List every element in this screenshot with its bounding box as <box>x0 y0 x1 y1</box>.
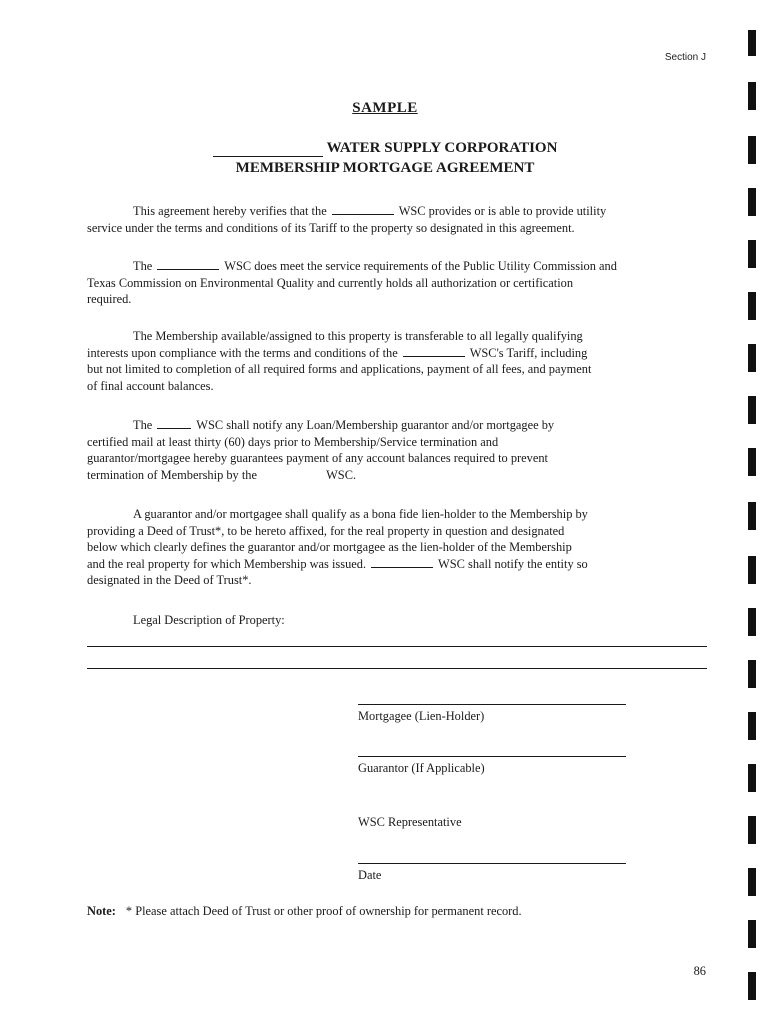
paragraph-5-line-1: A guarantor and/or mortgagee shall qualify as a bona fide lien-holder to the Membership by <box>133 507 588 521</box>
paragraph-1-line-1: This agreement hereby verifies that the WSC provides or is able to provide utility <box>133 204 607 218</box>
note <box>87 904 522 919</box>
legal-description-label: Legal Description of Property: <box>133 613 285 627</box>
paragraph-3-line-3: but not limited to completion of all required forms and applications, payment of all fees, and payment <box>87 362 592 376</box>
corporation-name-blank[interactable] <box>213 142 323 157</box>
paragraph-5-line-2: providing a Deed of Trust*, to be hereto affixed, for the real property in question and designated <box>87 523 565 538</box>
scan-edge-mark <box>748 188 756 216</box>
scan-edge-mark <box>748 608 756 636</box>
wsc-representative-label: WSC Representative <box>358 815 462 829</box>
note-label: Note: <box>87 904 116 918</box>
paragraph-2-line-2: Texas Commission on Environmental Quality and currently holds all authorization or certification <box>87 275 574 290</box>
paragraph-4-line-2: certified mail at least thirty (60) days prior to Membership/Service termination and <box>87 434 499 449</box>
paragraph-5-line-5: designated in the Deed of Trust*. <box>87 573 252 587</box>
wsc-name-blank[interactable] <box>157 418 191 429</box>
paragraph-2-line-1: The WSC does meet the service requirements of the Public Utility Commission and <box>133 259 617 273</box>
scan-edge-mark <box>748 972 756 1000</box>
paragraph-4-line-4: termination of Membership by the WSC. <box>87 467 357 482</box>
paragraph-4 <box>87 417 707 483</box>
mortgagee-signature-line[interactable] <box>358 704 626 705</box>
legal-description <box>87 612 707 629</box>
scan-edge-mark <box>748 816 756 844</box>
legal-description-line-2[interactable] <box>87 668 707 669</box>
wsc-name-blank[interactable] <box>157 259 219 270</box>
title-line-1-text: WATER SUPPLY CORPORATION <box>326 140 558 156</box>
scan-edge-mark <box>748 136 756 164</box>
scan-edge-mark <box>748 712 756 740</box>
scan-edge-mark <box>748 660 756 688</box>
paragraph-5 <box>87 506 707 589</box>
paragraph-1-line-2: service under the terms and conditions of its Tariff to the property so designated in this agreement. <box>87 220 575 235</box>
scan-edge-mark <box>748 396 756 424</box>
legal-description-line-1[interactable] <box>87 646 707 647</box>
paragraph-5-line-4: and the real property for which Membership was issued. WSC shall notify the entity so <box>87 556 588 571</box>
scan-edge-mark <box>748 344 756 372</box>
paragraph-4-line-1: The WSC shall notify any Loan/Membership guarantor and/or mortgagee by <box>133 418 555 432</box>
scan-edge-mark <box>748 82 756 110</box>
scan-edge-mark <box>748 240 756 268</box>
paragraph-2-line-3: required. <box>87 292 132 306</box>
paragraph-4-line-3: guarantor/mortgagee hereby guarantees payment of any account balances required to prevent <box>87 451 549 465</box>
wsc-name-blank[interactable] <box>332 204 394 215</box>
wsc-name-blank[interactable] <box>371 557 433 568</box>
paragraph-1 <box>87 203 707 236</box>
scan-edge-mark <box>748 556 756 584</box>
paragraph-3 <box>87 328 707 394</box>
title-line-2: MEMBERSHIP MORTGAGE AGREEMENT <box>235 160 535 176</box>
page-number: 86 <box>693 964 706 978</box>
paragraph-5-line-3: below which clearly defines the guarantor and/or mortgagee as the lien-holder of the Membership <box>87 540 572 554</box>
guarantor-signature-line[interactable] <box>358 756 626 757</box>
paragraph-3-line-1: The Membership available/assigned to this property is transferable to all legally qualifying <box>133 329 583 343</box>
scan-edge-mark <box>748 502 756 530</box>
section-label: Section J <box>664 52 706 63</box>
scan-edge-mark <box>748 448 756 476</box>
sample-heading: SAMPLE <box>352 100 418 116</box>
mortgagee-label: Mortgagee (Lien-Holder) <box>358 709 485 723</box>
wsc-name-blank[interactable] <box>403 346 465 357</box>
scan-edge-mark <box>748 868 756 896</box>
paragraph-3-line-2: interests upon compliance with the terms and conditions of the WSC's Tariff, including <box>87 345 588 360</box>
date-signature-line[interactable] <box>358 863 626 864</box>
title-line-1 <box>0 140 770 157</box>
scan-edge-mark <box>748 764 756 792</box>
paragraph-3-line-4: of final account balances. <box>87 378 214 393</box>
scan-edge-mark <box>748 30 756 56</box>
date-label: Date <box>358 868 382 882</box>
guarantor-label: Guarantor (If Applicable) <box>358 761 485 775</box>
note-text: * Please attach Deed of Trust or other proof of ownership for permanent record. <box>125 904 522 918</box>
scan-edge-mark <box>748 292 756 320</box>
scan-edge-mark <box>748 920 756 948</box>
paragraph-2 <box>87 258 707 308</box>
